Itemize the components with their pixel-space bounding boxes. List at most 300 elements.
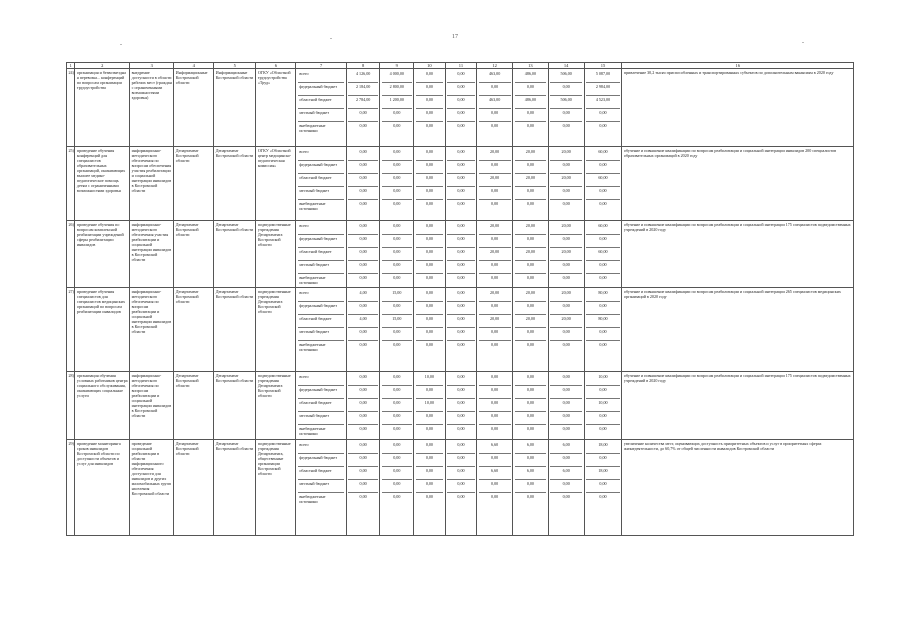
- funding-amount-cell: [477, 288, 513, 372]
- funding-amount: 0,00: [348, 328, 378, 341]
- funding-amount: 0,00: [359, 275, 367, 280]
- funding-amount-cell: [414, 440, 446, 536]
- funding-amount: 0,00: [348, 174, 378, 187]
- funding-amount: 0,00: [416, 328, 444, 341]
- funding-amount: 0,00: [393, 426, 401, 431]
- funding-amount: 0,00: [550, 261, 582, 274]
- funding-amount: 0,00: [550, 235, 582, 248]
- funding-amount: 0,00: [515, 261, 547, 274]
- funding-amount: 0,00: [348, 386, 378, 399]
- responsible-executor: Информационные Костромской области: [174, 69, 214, 147]
- funding-amount-cell: [513, 221, 549, 288]
- funding-amount: 0,00: [479, 187, 511, 200]
- expected-result: обучение и повышение квалификации по вопросам реабилитации и социальной интеграции 175 специалистов подведомственных учреждений в 2020 году: [622, 221, 854, 288]
- funding-amount: 0,00: [416, 454, 444, 467]
- funding-amount: 0,00: [382, 302, 412, 315]
- funding-amount: 0,00: [562, 275, 570, 280]
- funding-amount: 0,00: [348, 441, 378, 454]
- funding-amount: 0,00: [515, 187, 547, 200]
- row-number: 24): [67, 69, 75, 147]
- funding-source: всего: [298, 222, 345, 235]
- funding-amount: 0,00: [382, 174, 412, 187]
- funding-amount: 0,00: [425, 201, 433, 206]
- funding-amount: 10,00: [586, 399, 620, 412]
- funding-source: всего: [298, 441, 345, 454]
- column-number: 15: [584, 63, 622, 69]
- row-number: 27): [67, 288, 75, 372]
- funding-amount: 0,00: [382, 248, 412, 261]
- funding-amount: 0,00: [491, 123, 499, 128]
- funding-amount: 20,00: [515, 222, 547, 235]
- funding-source: внебюджетные источники: [299, 342, 326, 352]
- funding-amount: 0,00: [586, 328, 620, 341]
- funding-amount-cell: [584, 288, 622, 372]
- funding-amount: 60,00: [586, 148, 620, 161]
- table-row: [67, 440, 854, 536]
- funding-amount: 0,00: [382, 235, 412, 248]
- funding-amount: 0,00: [348, 261, 378, 274]
- funding-amount: 0,00: [479, 161, 511, 174]
- funding-amount: 0,00: [526, 494, 534, 499]
- funding-amount: 0,00: [416, 480, 444, 493]
- funding-amount-cell: [548, 440, 584, 536]
- funding-source: местный бюджет: [298, 412, 345, 425]
- funding-amount: 0,00: [348, 302, 378, 315]
- funding-amount: 0,00: [599, 494, 607, 499]
- funding-amount-cell: [380, 440, 414, 536]
- funding-amount: 0,00: [416, 83, 444, 96]
- funding-amount-cell: [445, 372, 477, 440]
- funding-amount: 0,00: [348, 161, 378, 174]
- funding-amount: 0,00: [416, 315, 444, 328]
- responsible-executor: Департамент Костромской области: [174, 221, 214, 288]
- participant: подведомственные учреждения Департамента Костромской области: [256, 372, 296, 440]
- co-executor: Департамент Костромской области: [214, 440, 256, 536]
- funding-amount-cell: [346, 440, 380, 536]
- table-row: [67, 372, 854, 440]
- funding-source: федеральный бюджет: [298, 83, 345, 96]
- funding-amount: 0,00: [359, 123, 367, 128]
- funding-amount-cell: [548, 221, 584, 288]
- participant: ОГКУ «Областной трудоустройства «Труд»: [256, 69, 296, 147]
- funding-amount: 0,00: [586, 386, 620, 399]
- funding-amount: 20,00: [515, 289, 547, 302]
- funding-amount: 0,00: [393, 494, 401, 499]
- funding-source: областной бюджет: [298, 467, 345, 480]
- funding-amount: 0,00: [382, 454, 412, 467]
- funding-amount: 0,00: [416, 386, 444, 399]
- funding-amount: 0,00: [550, 161, 582, 174]
- funding-amount: 0,00: [479, 399, 511, 412]
- funding-amount: 0,00: [550, 399, 582, 412]
- funding-amount: 0,00: [550, 83, 582, 96]
- funding-amount: 0,00: [447, 373, 475, 386]
- funding-amount: 0,00: [416, 109, 444, 122]
- funding-source: федеральный бюджет: [298, 161, 345, 174]
- funding-amount: 0,00: [479, 480, 511, 493]
- funding-amount: 0,00: [416, 70, 444, 83]
- funding-amount: 0,00: [425, 494, 433, 499]
- funding-amount: 20,00: [550, 148, 582, 161]
- funding-amount: 506,00: [550, 70, 582, 83]
- scan-artifact: [120, 44, 122, 45]
- funding-amount: 506,00: [550, 96, 582, 109]
- row-number: 25): [67, 147, 75, 221]
- funding-source: внебюджетные источники: [299, 201, 326, 211]
- funding-source: федеральный бюджет: [298, 235, 345, 248]
- funding-amount: 15,00: [382, 289, 412, 302]
- funding-amount: 20,00: [515, 174, 547, 187]
- funding-source: федеральный бюджет: [298, 302, 345, 315]
- funding-amount: 0,00: [393, 201, 401, 206]
- funding-amount: 0,00: [550, 109, 582, 122]
- funding-source: местный бюджет: [298, 328, 345, 341]
- funding-amount: 0,00: [447, 302, 475, 315]
- funding-amount: 0,00: [416, 261, 444, 274]
- column-number: 10: [414, 63, 446, 69]
- funding-amount: 0,00: [348, 235, 378, 248]
- funding-amount: 0,00: [416, 248, 444, 261]
- funding-amount: 0,00: [599, 342, 607, 347]
- funding-amount: 0,00: [416, 467, 444, 480]
- funding-amount: 0,00: [382, 441, 412, 454]
- funding-amount: 0,00: [416, 289, 444, 302]
- funding-sources-cell: [296, 221, 347, 288]
- funding-amount: 20,00: [515, 148, 547, 161]
- funding-amount-cell: [445, 440, 477, 536]
- funding-amount: 0,00: [447, 248, 475, 261]
- funding-amount: 0,00: [526, 201, 534, 206]
- funding-amount: 0,00: [457, 342, 465, 347]
- measure-purpose: проведение социальной реабилитации в области информационного обеспечения доступности для инвалидов и других маломобильных групп населения Костромской области: [130, 440, 174, 536]
- funding-amount: 0,00: [515, 373, 547, 386]
- funding-amount-cell: [346, 288, 380, 372]
- program-table: [66, 62, 854, 536]
- funding-amount: 0,00: [447, 441, 475, 454]
- funding-amount: 0,00: [562, 201, 570, 206]
- funding-amount: 4 126,00: [348, 70, 378, 83]
- funding-amount: 2 800,00: [382, 83, 412, 96]
- column-number: 3: [130, 63, 174, 69]
- column-number: 2: [75, 63, 130, 69]
- participant: подведомственные учреждения Департамента Костромской области: [256, 221, 296, 288]
- funding-amount: 0,00: [447, 148, 475, 161]
- funding-source: местный бюджет: [298, 261, 345, 274]
- funding-source: внебюджетные источники: [299, 494, 326, 504]
- responsible-executor: Департамент Костромской области: [174, 440, 214, 536]
- funding-amount: 0,00: [586, 235, 620, 248]
- funding-amount: 0,00: [526, 123, 534, 128]
- funding-amount: 0,00: [479, 454, 511, 467]
- funding-amount: 0,00: [550, 480, 582, 493]
- scan-artifact: [802, 42, 804, 43]
- funding-amount: 20,00: [550, 248, 582, 261]
- funding-amount: 0,00: [447, 187, 475, 200]
- funding-amount: 0,00: [447, 386, 475, 399]
- column-number: 8: [346, 63, 380, 69]
- funding-amount: 0,00: [447, 174, 475, 187]
- funding-amount: 0,00: [457, 201, 465, 206]
- row-number: 26): [67, 221, 75, 288]
- funding-amount: 20,00: [479, 222, 511, 235]
- funding-amount: 0,00: [479, 412, 511, 425]
- funding-amount: 0,00: [457, 275, 465, 280]
- participant: ОГКУ «Областной центр медицинско-педагогическая комиссия»: [256, 147, 296, 221]
- funding-source: областной бюджет: [298, 174, 345, 187]
- column-number: 9: [380, 63, 414, 69]
- funding-amount: 0,00: [348, 187, 378, 200]
- funding-amount: 0,00: [382, 261, 412, 274]
- column-number: 16: [622, 63, 854, 69]
- funding-amount: 0,00: [382, 109, 412, 122]
- funding-amount-cell: [548, 372, 584, 440]
- funding-amount: 0,00: [348, 454, 378, 467]
- funding-amount: 0,00: [515, 399, 547, 412]
- funding-amount: 0,00: [586, 454, 620, 467]
- funding-amount: 0,00: [447, 161, 475, 174]
- funding-amount: 0,00: [515, 83, 547, 96]
- funding-amount: 0,00: [393, 275, 401, 280]
- funding-amount: 0,00: [416, 235, 444, 248]
- funding-amount-cell: [584, 440, 622, 536]
- funding-amount: 0,00: [447, 315, 475, 328]
- funding-amount: 0,00: [586, 480, 620, 493]
- measure-purpose: информационно-методического обеспечения по вопросам реабилитации и социальной интеграции инвалидов в Костромской области: [130, 372, 174, 440]
- measure-purpose: информационно-методического обеспечения по вопросам обеспечения участия реабилитации и социальной интеграции инвалидов в Костромской области: [130, 147, 174, 221]
- funding-amount: 0,00: [416, 174, 444, 187]
- funding-amount: 18,00: [586, 467, 620, 480]
- funding-amount: 0,00: [526, 275, 534, 280]
- funding-amount: 0,00: [457, 426, 465, 431]
- funding-amount: 0,00: [359, 201, 367, 206]
- funding-amount: 0,00: [479, 386, 511, 399]
- funding-amount: 0,00: [550, 412, 582, 425]
- funding-amount: 0,00: [348, 467, 378, 480]
- funding-amount: 0,00: [382, 399, 412, 412]
- funding-amount: 20,00: [479, 148, 511, 161]
- funding-amount-cell: [477, 69, 513, 147]
- funding-amount: 0,00: [515, 235, 547, 248]
- funding-amount: 0,00: [562, 426, 570, 431]
- funding-amount: 20,00: [550, 222, 582, 235]
- funding-amount-cell: [380, 288, 414, 372]
- co-executor: Департамент Костромской области: [214, 147, 256, 221]
- funding-amount-cell: [513, 147, 549, 221]
- funding-sources-cell: [296, 288, 347, 372]
- table-row: [67, 288, 854, 372]
- funding-amount: 0,00: [526, 426, 534, 431]
- funding-source: местный бюджет: [298, 480, 345, 493]
- funding-amount-cell: [346, 372, 380, 440]
- measure-name: проведение обучения специалистов для специалистов медицинских организаций по вопросам реабилитации инвалидов: [75, 288, 130, 372]
- measure-purpose: информационно-методического обеспечения по вопросам реабилитации и социальной интеграции инвалидов в Костромской области: [130, 288, 174, 372]
- funding-amount: 18,00: [586, 441, 620, 454]
- funding-sources-cell: [296, 147, 347, 221]
- funding-amount: 20,00: [479, 248, 511, 261]
- table-row: [67, 147, 854, 221]
- funding-source: местный бюджет: [298, 109, 345, 122]
- co-executor: Департамент Костромской области: [214, 372, 256, 440]
- row-number: 29): [67, 440, 75, 536]
- funding-amount: 0,00: [348, 373, 378, 386]
- funding-source: областной бюджет: [298, 399, 345, 412]
- funding-amount: 0,00: [416, 148, 444, 161]
- funding-amount: 0,00: [447, 70, 475, 83]
- row-number: 28): [67, 372, 75, 440]
- scan-artifact: [330, 38, 332, 39]
- funding-amount: 0,00: [562, 494, 570, 499]
- column-number: 14: [548, 63, 584, 69]
- column-number: 5: [214, 63, 256, 69]
- funding-amount: 60,00: [586, 248, 620, 261]
- funding-amount: 20,00: [479, 289, 511, 302]
- funding-amount-cell: [548, 288, 584, 372]
- funding-amount: 0,00: [586, 412, 620, 425]
- responsible-executor: Департамент Костромской области: [174, 288, 214, 372]
- funding-amount: 0,00: [491, 426, 499, 431]
- funding-amount: 0,00: [359, 494, 367, 499]
- expected-result: увеличение количества мест, оценивающих доступность приоритетных объектов и услуг в приоритетных сферах жизнедеятельности, до 60,7% от общей численности инвалидов Костромской области: [622, 440, 854, 536]
- funding-amount: 0,00: [447, 261, 475, 274]
- funding-amount: 0,00: [515, 480, 547, 493]
- funding-amount: 2 784,00: [348, 96, 378, 109]
- funding-amount: 0,00: [599, 123, 607, 128]
- funding-amount: 0,00: [515, 109, 547, 122]
- funding-amount: 10,00: [416, 373, 444, 386]
- funding-amount: 0,00: [416, 222, 444, 235]
- funding-amount: 0,00: [425, 426, 433, 431]
- column-number: 6: [256, 63, 296, 69]
- funding-amount: 0,00: [515, 302, 547, 315]
- measure-name: организация и безвозмездна я перевозка... конференций по вопросам организации трудоустройства: [75, 69, 130, 147]
- funding-amount: 4 523,00: [586, 96, 620, 109]
- column-number: 11: [445, 63, 477, 69]
- funding-amount-cell: [414, 69, 446, 147]
- funding-amount: 20,00: [515, 315, 547, 328]
- responsible-executor: Департамент Костромской области: [174, 372, 214, 440]
- expected-result: обучение и повышение квалификации по вопросам реабилитации и социальной интеграции инвалидов 200 специалистов образовательных организаций в 2020 году: [622, 147, 854, 221]
- funding-source: всего: [298, 148, 345, 161]
- funding-amount-cell: [548, 147, 584, 221]
- funding-amount: 0,00: [479, 109, 511, 122]
- funding-amount: 0,00: [515, 454, 547, 467]
- funding-source: всего: [298, 289, 345, 302]
- funding-amount-cell: [346, 69, 380, 147]
- funding-amount: 0,00: [447, 96, 475, 109]
- funding-amount: 0,00: [479, 235, 511, 248]
- funding-amount: 6,00: [515, 467, 547, 480]
- funding-amount: 486,00: [515, 96, 547, 109]
- funding-amount: 0,00: [382, 386, 412, 399]
- funding-amount: 0,00: [348, 148, 378, 161]
- funding-sources-cell: [296, 69, 347, 147]
- funding-source: внебюджетные источники: [299, 426, 326, 436]
- funding-amount: 0,00: [382, 480, 412, 493]
- funding-amount-cell: [584, 221, 622, 288]
- funding-amount-cell: [513, 372, 549, 440]
- measure-purpose: внедрение доступности в области рабочих мест (граждан с ограниченными возможностями здоровья): [130, 69, 174, 147]
- funding-amount: 10,00: [586, 373, 620, 386]
- funding-amount: 0,00: [586, 302, 620, 315]
- funding-amount-cell: [445, 147, 477, 221]
- co-executor: Департамент Костромской области: [214, 288, 256, 372]
- funding-amount: 0,00: [526, 342, 534, 347]
- funding-amount: 0,00: [348, 412, 378, 425]
- funding-amount: 0,00: [425, 342, 433, 347]
- column-number: 4: [174, 63, 214, 69]
- funding-amount-cell: [380, 372, 414, 440]
- funding-amount: 463,00: [479, 96, 511, 109]
- funding-source: внебюджетные источники: [299, 275, 326, 285]
- funding-amount: 0,00: [550, 454, 582, 467]
- funding-amount: 20,00: [550, 315, 582, 328]
- column-number: 13: [513, 63, 549, 69]
- funding-amount-cell: [477, 372, 513, 440]
- funding-amount: 0,00: [457, 123, 465, 128]
- funding-amount: 0,00: [416, 441, 444, 454]
- funding-amount: 6,00: [550, 467, 582, 480]
- funding-amount: 5 087,00: [586, 70, 620, 83]
- funding-sources-cell: [296, 372, 347, 440]
- funding-amount: 0,00: [479, 373, 511, 386]
- funding-amount: 0,00: [550, 373, 582, 386]
- funding-amount-cell: [414, 372, 446, 440]
- funding-amount: 6,00: [515, 441, 547, 454]
- funding-amount: 2 184,00: [348, 83, 378, 96]
- funding-amount: 0,00: [457, 494, 465, 499]
- funding-amount: 0,00: [447, 289, 475, 302]
- funding-amount: 0,00: [382, 467, 412, 480]
- measure-name: проведение мониторинга сроков инвалидов Костромской области по доступности объектов и услуг для инвалидов: [75, 440, 130, 536]
- funding-amount-cell: [380, 221, 414, 288]
- funding-amount: 0,00: [550, 328, 582, 341]
- funding-amount-cell: [445, 69, 477, 147]
- funding-amount: 0,00: [348, 399, 378, 412]
- funding-amount: 0,00: [348, 248, 378, 261]
- funding-amount: 463,00: [479, 70, 511, 83]
- responsible-executor: Департамент Костромской области: [174, 147, 214, 221]
- funding-amount: 0,00: [382, 412, 412, 425]
- funding-amount: 0,00: [562, 123, 570, 128]
- funding-amount-cell: [380, 69, 414, 147]
- funding-amount: 4,00: [348, 289, 378, 302]
- funding-amount: 20,00: [515, 248, 547, 261]
- funding-amount: 6,60: [479, 441, 511, 454]
- funding-amount-cell: [414, 288, 446, 372]
- funding-amount: 0,00: [348, 109, 378, 122]
- funding-amount: 0,00: [599, 201, 607, 206]
- funding-amount: 0,00: [447, 480, 475, 493]
- funding-amount: 0,00: [515, 161, 547, 174]
- funding-amount: 0,00: [479, 328, 511, 341]
- funding-amount: 0,00: [479, 261, 511, 274]
- funding-source: федеральный бюджет: [298, 454, 345, 467]
- funding-amount: 0,00: [491, 494, 499, 499]
- funding-amount: 60,00: [586, 222, 620, 235]
- funding-amount-cell: [346, 147, 380, 221]
- funding-amount: 486,00: [515, 70, 547, 83]
- funding-amount: 0,00: [393, 342, 401, 347]
- funding-amount-cell: [414, 221, 446, 288]
- expected-result: обучение и повышение квалификации по вопросам реабилитации и социальной интеграции 175 специалистов подведомственных учреждений в 2020 году: [622, 372, 854, 440]
- funding-amount: 0,00: [447, 412, 475, 425]
- funding-amount: 2 984,00: [586, 83, 620, 96]
- funding-amount: 0,00: [348, 480, 378, 493]
- funding-amount-cell: [477, 440, 513, 536]
- funding-amount: 0,00: [491, 275, 499, 280]
- participant: подведомственные учреждения Департамента, общественные организации Костромской области: [256, 440, 296, 536]
- participant: подведомственные учреждения Департамента Костромской области: [256, 288, 296, 372]
